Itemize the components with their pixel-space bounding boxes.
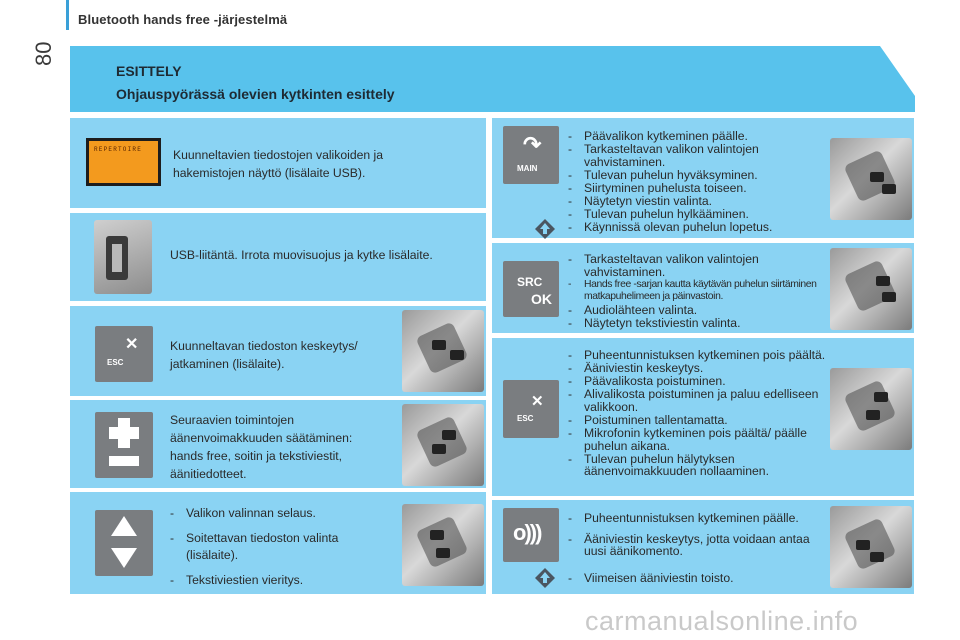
list-item: - Näytetyn tekstiviestin valinta. bbox=[568, 317, 830, 330]
plus-minus-icon bbox=[95, 412, 153, 478]
esc-list bbox=[568, 349, 830, 478]
section-title: ESITTELY bbox=[116, 63, 182, 79]
list-item: - Ääniviestin keskeytys. bbox=[568, 362, 830, 375]
header-title: Bluetooth hands free -järjestelmä bbox=[78, 12, 288, 27]
repertoire-text-1: Kuunneltavien tiedostojen valikoiden ja bbox=[173, 148, 384, 162]
esc-button-icon: ✕ ESC bbox=[95, 326, 153, 382]
page-number: 80 bbox=[31, 41, 56, 66]
steering-wheel-image bbox=[830, 368, 912, 450]
list-item: - Mikrofonin kytkeminen pois päältä/ päälle puhelun aikana. bbox=[568, 427, 830, 452]
display-text: REPERTOIRE bbox=[94, 146, 143, 153]
list-item: - Valikon valinnan selaus. bbox=[170, 505, 390, 522]
volume-text-1: Seuraavien toimintojen bbox=[170, 413, 294, 427]
list-item: - Poistuminen tallentamatta. bbox=[568, 414, 830, 427]
main-list bbox=[568, 130, 830, 234]
hold-long-press-icon bbox=[534, 567, 556, 589]
volume-text-2: äänenvoimakkuuden säätäminen: bbox=[170, 431, 353, 445]
list-item: - Tarkasteltavan valikon valintojen vahvistaminen. bbox=[568, 143, 830, 168]
voice-command-icon: o))) bbox=[503, 508, 559, 562]
list-item: - Hands free -sarjan kautta käytävän puhelun siirtäminen matkapuhelimeen ja päinvastoin. bbox=[568, 279, 830, 304]
usb-port-image bbox=[94, 220, 152, 294]
steering-wheel-image bbox=[830, 248, 912, 330]
steering-wheel-image bbox=[830, 506, 912, 588]
list-item: - Viimeisen ääniviestin toisto. bbox=[568, 572, 830, 585]
list-item: - Päävalikosta poistuminen. bbox=[568, 375, 830, 388]
list-item: - Soitettavan tiedoston valinta (lisälaite). bbox=[170, 530, 390, 564]
list-item: - Audiolähteen valinta. bbox=[568, 304, 830, 317]
esc-button-icon: ✕ ESC bbox=[503, 380, 559, 438]
scroll-list bbox=[170, 505, 390, 597]
list-item: - Käynnissä olevan puhelun lopetus. bbox=[568, 221, 830, 234]
list-item: - Alivalikosta poistuminen ja paluu edelliseen valikkoon. bbox=[568, 388, 830, 413]
usb-text: USB-liitäntä. Irrota muovisuojus ja kytke lisälaite. bbox=[170, 248, 433, 262]
steering-wheel-image bbox=[402, 404, 484, 486]
steering-wheel-image bbox=[402, 310, 484, 392]
main-button-icon: ↷ MAIN bbox=[503, 126, 559, 184]
list-item: - Tulevan puhelun hyväksyminen. bbox=[568, 169, 830, 182]
hold-long-press-icon bbox=[534, 218, 556, 240]
src-ok-button-icon: SRC OK bbox=[503, 261, 559, 317]
src-ok-list bbox=[568, 253, 830, 331]
pause-text-1: Kuunneltavan tiedoston keskeytys/ bbox=[170, 339, 358, 353]
list-item: - Siirtyminen puhelusta toiseen. bbox=[568, 182, 830, 195]
repertoire-text-2: hakemistojen näyttö (lisälaite USB). bbox=[173, 166, 366, 180]
section-banner bbox=[70, 46, 915, 112]
list-item: - Tulevan puhelun hälytyksen äänenvoimakkuuden nollaaminen. bbox=[568, 453, 830, 478]
voice-list bbox=[568, 512, 830, 558]
watermark: carmanualsonline.info bbox=[585, 606, 859, 636]
voice-extra-list bbox=[568, 572, 830, 585]
list-item: - Näytetyn viestin valinta. bbox=[568, 195, 830, 208]
list-item: - Päävalikon kytkeminen päälle. bbox=[568, 130, 830, 143]
volume-text-4: äänitiedotteet. bbox=[170, 467, 247, 481]
display-screen bbox=[86, 138, 161, 186]
list-item: - Ääniviestin keskeytys, jotta voidaan antaa uusi äänikomento. bbox=[568, 533, 830, 558]
up-down-arrows-icon bbox=[95, 510, 153, 576]
steering-wheel-image bbox=[402, 504, 484, 586]
list-item: - Tarkasteltavan valikon valintojen vahvistaminen. bbox=[568, 253, 830, 278]
list-item: - Tulevan puhelun hylkääminen. bbox=[568, 208, 830, 221]
volume-text-3: hands free, soitin ja tekstiviestit, bbox=[170, 449, 343, 463]
header-accent-bar bbox=[66, 0, 69, 30]
list-item: - Puheentunnistuksen kytkeminen pois päältä. bbox=[568, 349, 830, 362]
steering-wheel-image bbox=[830, 138, 912, 220]
list-item: - Puheentunnistuksen kytkeminen päälle. bbox=[568, 512, 830, 525]
list-item: - Tekstiviestien vieritys. bbox=[170, 572, 390, 589]
pause-text-2: jatkaminen (lisälaite). bbox=[170, 357, 285, 371]
section-subtitle: Ohjauspyörässä olevien kytkinten esittely bbox=[116, 86, 395, 102]
